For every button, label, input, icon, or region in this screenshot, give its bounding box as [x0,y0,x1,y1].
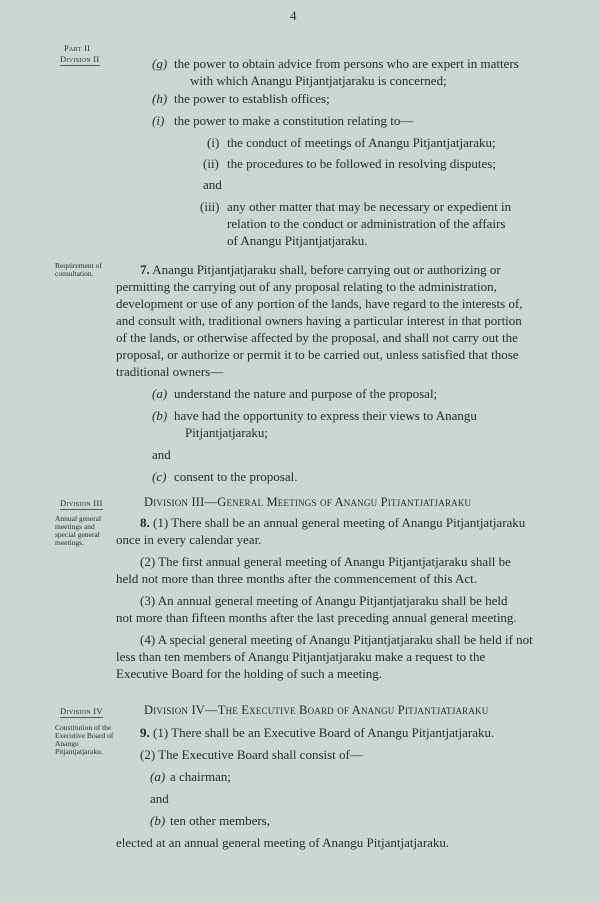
s7-line2: permitting the carrying out of any proposal relating to the administration, [116,279,497,294]
s7-line6: proposal, or authorize or permit it to be carried out, unless satisfied that those [116,347,519,362]
power-g-line1: the power to obtain advice from persons who are expert in matters [174,56,519,71]
power-sub-iii-line3: of Anangu Pitjantjatjaraku. [227,233,368,248]
s7-line1 [140,262,501,279]
power-h [152,91,330,108]
s7-c [152,469,297,486]
s9-number: 9. [140,725,150,740]
s7-c-text: consent to the proposal. [174,469,298,484]
power-sub-i [207,135,496,152]
power-h-text: the power to establish offices; [174,91,330,106]
margin-division-iv-label: Division IV [60,706,103,716]
s8-4-line2: less than ten members of Anangu Pitjantjatjaraku make a request to the [116,649,486,664]
s7-b-label: (b) [152,408,168,423]
margin-constitution-note: Constitution of the Executive Board of Anangu Pitjantjatjaraku. [55,723,114,756]
s7-a [152,386,437,403]
s7-b-line1: have had the opportunity to express their views to Anangu [174,408,477,423]
power-g-line2: with which Anangu Pitjantjatjaraku is concerned; [190,73,447,88]
margin-division-ii-label: Division II [60,54,100,64]
s9-and: and [150,791,169,806]
s8-1-line1-text: (1) There shall be an annual general meeting of Anangu Pitjantjatjaraku [153,515,526,530]
power-sub-i-label: (i) [207,135,220,150]
s9-b [150,813,270,830]
s7-a-label: (a) [152,386,168,401]
power-sub-iii-line2: relation to the conduct or administration of the affairs [227,216,506,231]
s7-b-line2: Pitjantjatjaraku; [185,425,269,440]
s9-closing: elected at an annual general meeting of Anangu Pitjantjatjaraku. [116,835,450,850]
margin-part [64,43,90,53]
s7-number: 7. [140,262,150,277]
power-sub-ii-text: the procedures to be followed in resolving disputes; [227,156,496,171]
margin-division-ii [60,54,100,64]
power-sub-iii [200,199,511,216]
s7-a-text: understand the nature and purpose of the proposal; [174,386,438,401]
power-i [152,113,413,130]
s7-line5: of the lands, or otherwise affected by the proposal, and shall not carry out the [116,330,518,345]
power-i-label: (i) [152,113,165,128]
power-sub-iii-label: (iii) [200,199,220,214]
s8-3-line2: not more than fifteen months after the last preceding annual general meeting. [116,610,517,625]
s9-a [150,769,231,786]
s7-c-label: (c) [152,469,167,484]
power-sub-ii [203,156,496,173]
s9-2: (2) The Executive Board shall consist of— [140,747,363,762]
power-h-label: (h) [152,91,168,106]
s8-2-line2: held not more than three months after the commencement of this Act. [116,571,478,586]
s8-4-line3: Executive Board for the holding of such a meeting. [116,666,383,681]
margin-annual-note: Annual general meetings and special general meetings. [55,514,102,547]
s8-4-line1: (4) A special general meeting of Anangu Pitjantjatjaraku shall be held if not [140,632,533,647]
s9-1 [140,725,494,742]
power-sub-i-text: the conduct of meetings of Anangu Pitjantjatjaraku; [227,135,496,150]
s9-b-text: ten other members, [170,813,270,828]
power-sub-iii-line1: any other matter that may be necessary or expedient in [227,199,512,214]
s9-1-text: (1) There shall be an Executive Board of Anangu Pitjantjatjaraku. [153,725,495,740]
s8-1-line1 [140,515,525,532]
s7-line3: development or use of any portion of the lands, have regard to the interests of, [116,296,523,311]
s8-3-line1: (3) An annual general meeting of Anangu Pitjantjatjaraku shall be held [140,593,508,608]
s9-b-label: (b) [150,813,166,828]
division-iii-heading: Division III—General Meetings of Anangu Pitjantjatjaraku [144,495,472,509]
margin-division-iii-label: Division III [60,498,103,508]
s8-2-line1: (2) The first annual general meeting of Anangu Pitjantjatjaraku shall be [140,554,511,569]
margin-division-iv [60,706,103,716]
s7-line7: traditional owners— [116,364,224,379]
s8-number: 8. [140,515,150,530]
page-number: 4 [290,8,297,23]
margin-part-label: Part II [64,43,91,53]
power-and: and [203,177,222,192]
s7-and: and [152,447,171,462]
s7-b [152,408,477,425]
s7-line4: and consult with, traditional owners having a particular interest in that portion [116,313,522,328]
s7-line1-text: Anangu Pitjantjatjaraku shall, before carrying out or authorizing or [152,262,501,277]
s9-a-text: a chairman; [170,769,231,784]
power-g-label: (g) [152,56,168,71]
division-iv-heading: Division IV—The Executive Board of Anangu Pitjantjatjaraku [144,703,489,717]
s9-a-label: (a) [150,769,166,784]
s8-1-line2: once in every calendar year. [116,532,262,547]
margin-requirement-note: Requirement of consultation. [55,261,102,278]
power-g [152,56,519,73]
power-sub-ii-label: (ii) [203,156,219,171]
margin-division-iii [60,498,103,508]
power-i-text: the power to make a constitution relating to— [174,113,414,128]
